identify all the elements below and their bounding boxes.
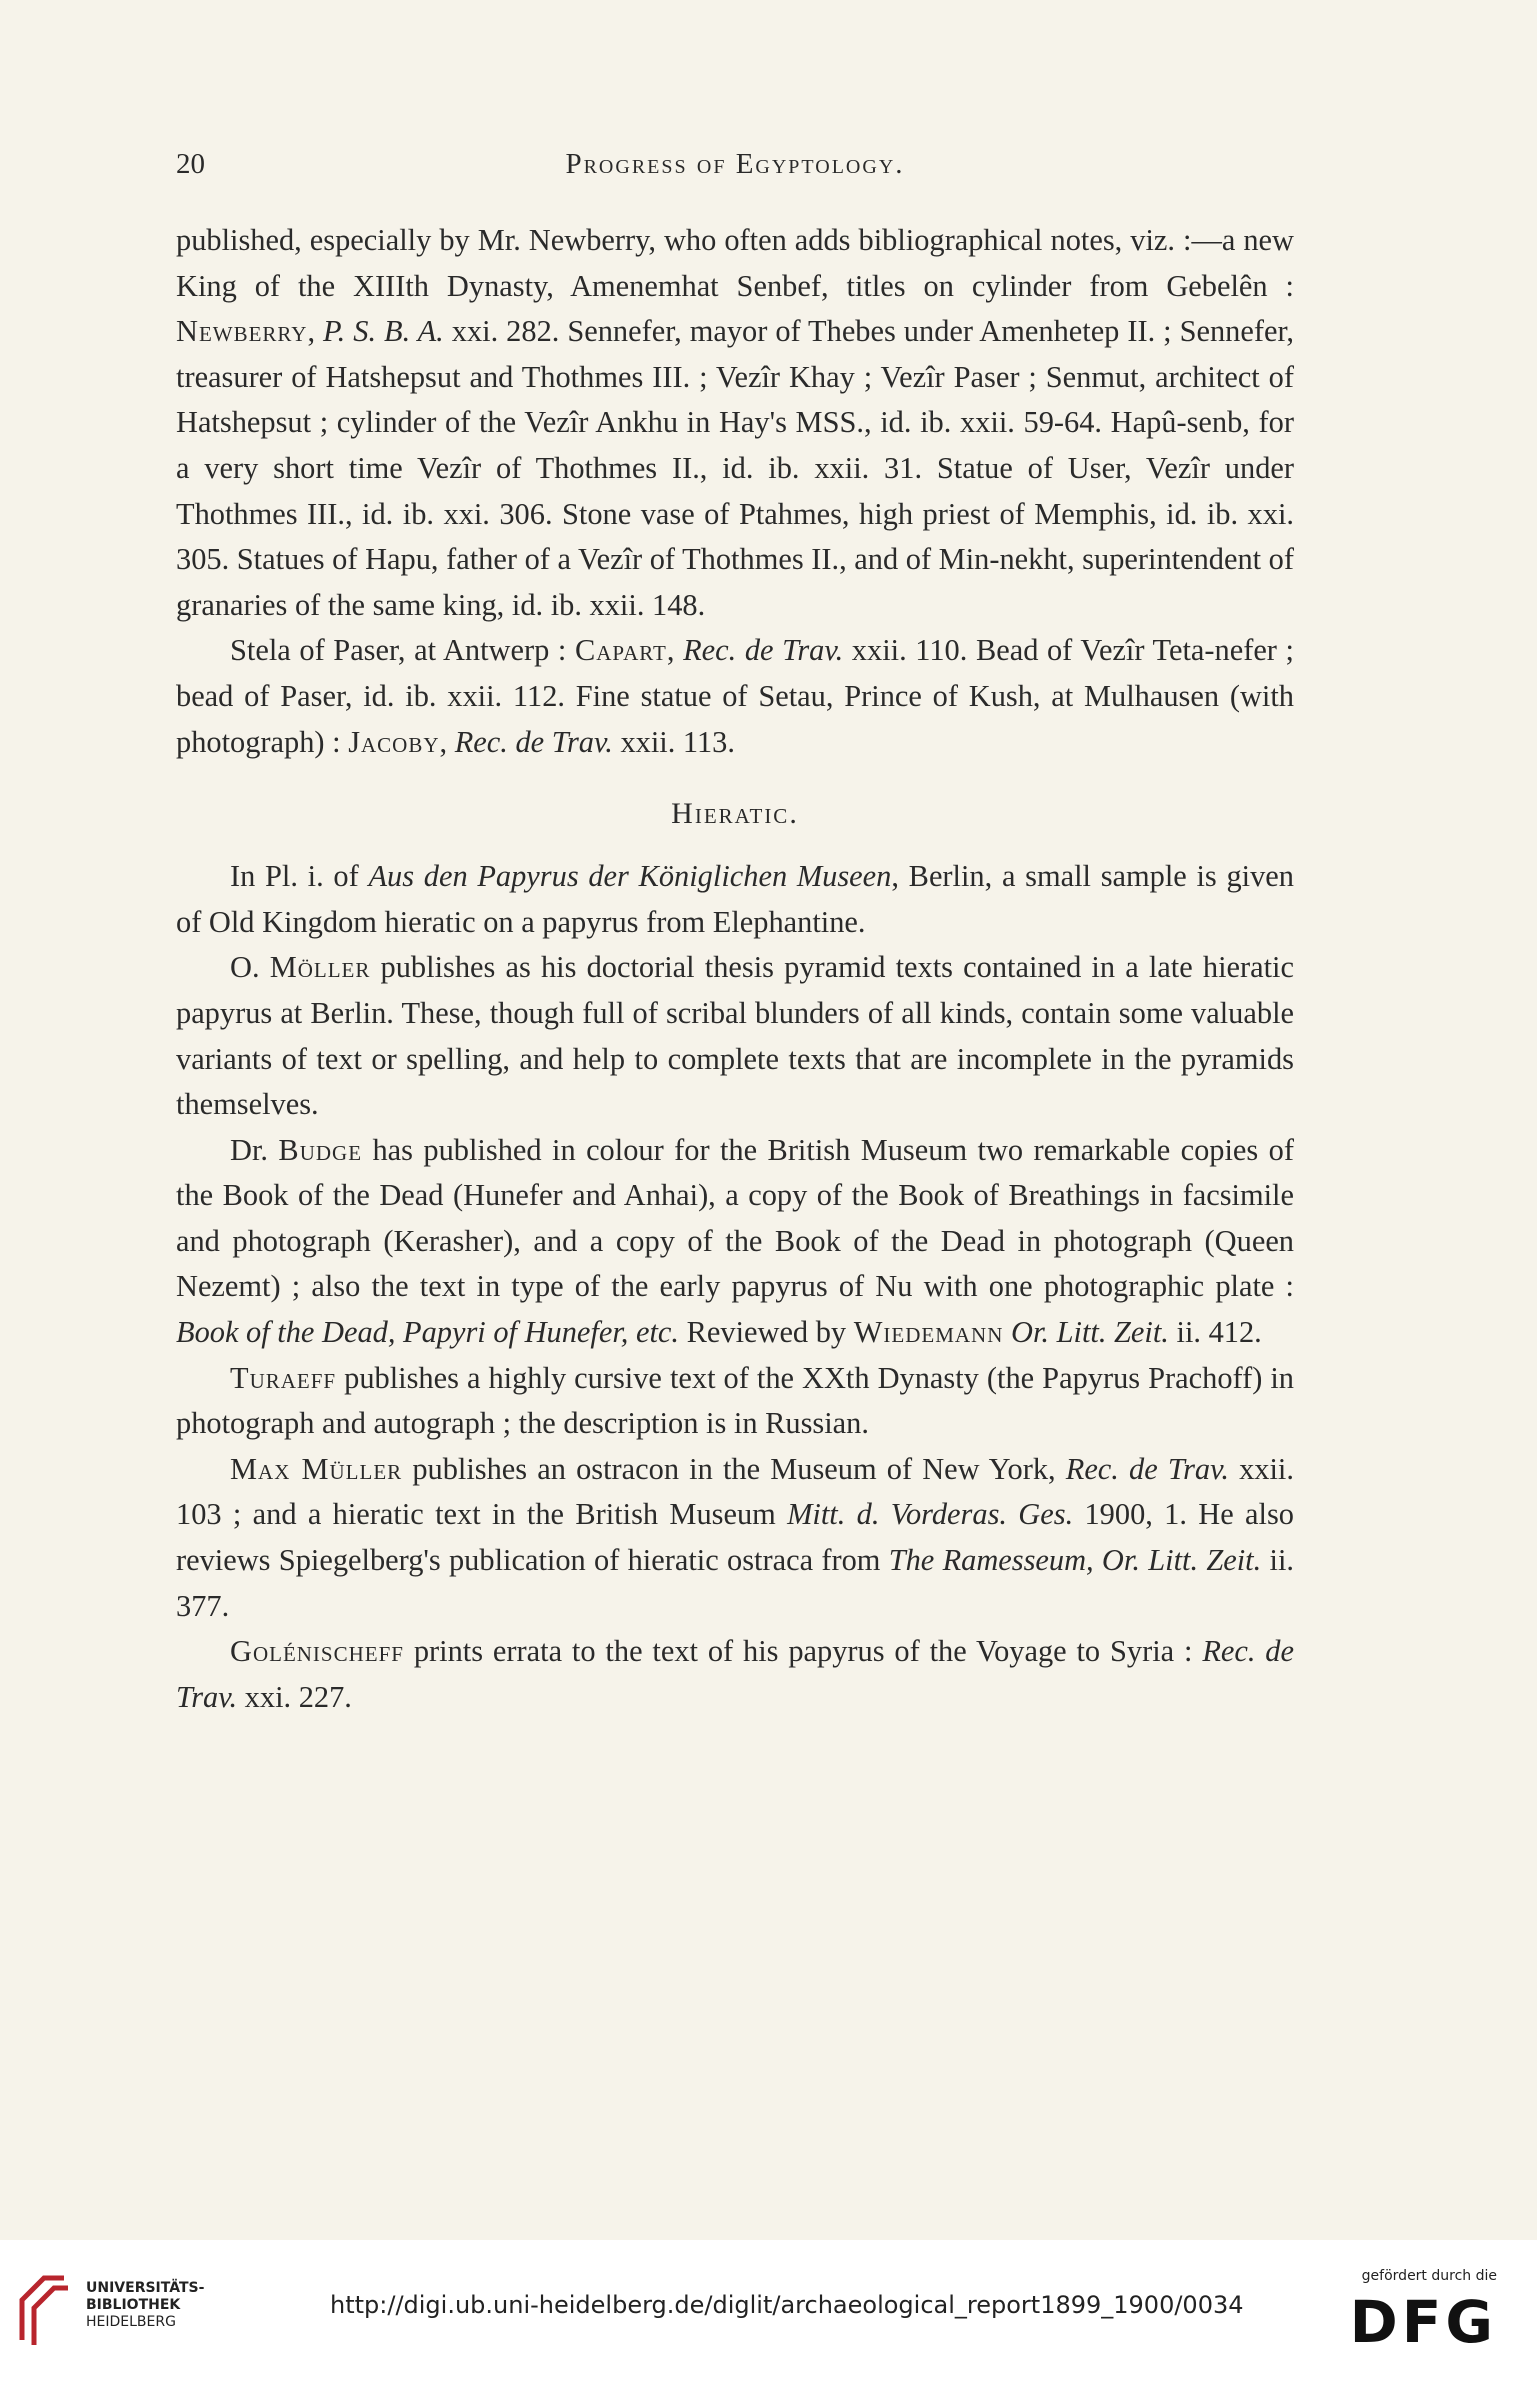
journal-title: Rec. de Trav. [683, 633, 844, 668]
book-title: Aus den Papyrus der Königlichen Museen [368, 859, 892, 894]
text-run: publishes a highly cursive text of the XXth Dynasty (the Papyrus Prachoff) in photograph and autograph ; the description is in Russian. [176, 1360, 1294, 1441]
author-name: Wiedemann [853, 1315, 1004, 1350]
author-name: Jacoby [348, 724, 440, 759]
university-library-logo-icon [14, 2270, 72, 2350]
journal-title: Rec. de Trav. [454, 724, 613, 759]
text-run: published, especially by Mr. Newberry, who often adds bibliographical notes, viz. :—a new King of the XIIIth Dynasty, Amenemhat Senbef, titles on cylinder from Gebelên : [176, 223, 1294, 303]
journal-title: Mitt. d. Vorderas. Ges. [787, 1497, 1074, 1532]
author-name: Newberry [176, 314, 308, 349]
permalink-url[interactable]: http://digi.ub.uni-heidelberg.de/diglit/archaeological_report1899_1900/0034 [330, 2291, 1244, 2319]
text-run: , [439, 724, 455, 759]
text-run: ii. 377. [176, 1543, 1294, 1623]
text-run: ii. 412. [1168, 1315, 1262, 1350]
author-name: Golénischeff [230, 1634, 404, 1669]
text-run: , Berlin, a small sample is given of Old Kingdom hieratic on a papyrus from Elephantine. [176, 859, 1294, 939]
library-line: HEIDELBERG [86, 2314, 176, 2330]
library-line: BIBLIOTHEK [86, 2297, 181, 2313]
author-name: Turaeff [230, 1360, 337, 1395]
text-run: publishes an ostracon in the Museum of New York, [402, 1451, 1066, 1486]
dfg-logo: DFG [1349, 2288, 1497, 2356]
text-run: xxii. 110. Bead of Vezîr Teta-nefer ; bead of Paser, id. ib. xxii. 112. Fine statue of Setau, Prince of Kush, at Mulhausen (with photograph) : [176, 633, 1294, 759]
author-name: Möller [269, 950, 371, 985]
book-title: Book of the Dead, Papyri of Hunefer, etc. [176, 1315, 680, 1350]
paragraph-6 [176, 1356, 1294, 1447]
text-run: prints errata to the text of his papyrus of the Voyage to Syria : [403, 1634, 1203, 1669]
paragraph-1 [176, 218, 1294, 628]
text-run: Reviewed by [679, 1315, 854, 1350]
text-run: , [307, 314, 324, 349]
journal-title: Rec. de Trav. [176, 1634, 1294, 1714]
page-number: 20 [176, 148, 205, 180]
author-name: Budge [278, 1132, 363, 1167]
journal-title: Rec. de Trav. [1065, 1451, 1229, 1486]
paragraph-5 [176, 1128, 1294, 1356]
paragraph-7 [176, 1447, 1294, 1629]
book-title: The Ramesseum, Or. Litt. Zeit. [888, 1543, 1262, 1578]
funded-by-caption: gefördert durch die [1361, 2268, 1497, 2284]
author-name: Max Müller [230, 1451, 403, 1486]
author-name: Capart [574, 633, 667, 668]
journal-title: P. S. B. A. [323, 314, 444, 349]
text-run: has published in colour for the British Museum two remarkable copies of the Book of the Dead (Hunefer and Anhai), a copy of the Book of Breathings in facsimile and photograph (Kerasher), and a copy of the Book of the Dead in photograph (Queen Nezemt) ; also the text in type of the early papyrus of Nu with one photographic plate : [176, 1132, 1294, 1304]
text-run: In Pl. i. of [230, 859, 369, 894]
page-body [176, 218, 1294, 1720]
text-run: 1900, 1. He also reviews Spiegelberg's publication of hieratic ostraca from [176, 1497, 1294, 1578]
text-run: O. [230, 950, 270, 985]
paragraph-4 [176, 945, 1294, 1127]
section-heading: Hieratic. [671, 797, 799, 831]
paragraph-3 [176, 854, 1294, 945]
journal-title: Or. Litt. Zeit. [1011, 1315, 1169, 1350]
text-run: xxii. 113. [612, 724, 735, 759]
library-name [86, 2280, 204, 2331]
library-line: UNIVERSITÄTS- [86, 2280, 205, 2296]
page-header [176, 148, 1294, 194]
digitization-footer [0, 2240, 1537, 2385]
paragraph-8 [176, 1629, 1294, 1720]
text-run [1003, 1315, 1011, 1349]
text-run: , [666, 633, 684, 668]
text-run: xxi. 227. [237, 1679, 352, 1714]
paragraph-2 [176, 628, 1294, 765]
text-run: Dr. [230, 1132, 279, 1167]
text-run: Stela of Paser, at Antwerp : [230, 633, 575, 668]
text-run: publishes as his doctorial thesis pyramid texts contained in a late hieratic papyrus at Berlin. These, though full of scribal blunders of all kinds, contain some valuable variants of text or spelling, and help to complete texts that are incomplete in the pyramids themselves. [176, 950, 1294, 1122]
running-head: Progress of Egyptology. [565, 148, 905, 180]
text-run: xxii. 103 ; and a hieratic text in the British Museum [176, 1451, 1294, 1532]
text-run: xxi. 282. Sennefer, mayor of Thebes under Amenhetep II. ; Sennefer, treasurer of Hatshepsut and Thothmes III. ; Vezîr Khay ; Vezîr Paser ; Senmut, architect of Hatshepsut ; cylinder of the Vezîr Ankhu in Hay's MSS., id. ib. xxii. 59-64. Hapû-senb, for a very short time Vezîr of Thothmes II., id. ib. xxii. 31. Statue of User, Vezîr under Thothmes III., id. ib. xxi. 306. Stone vase of Ptahmes, high priest of Memphis, id. ib. xxi. 305. Statues of Hapu, father of a Vezîr of Thothmes II., and of Min-nekht, superintendent of granaries of the same king, id. ib. xxii. 148. [176, 314, 1294, 622]
